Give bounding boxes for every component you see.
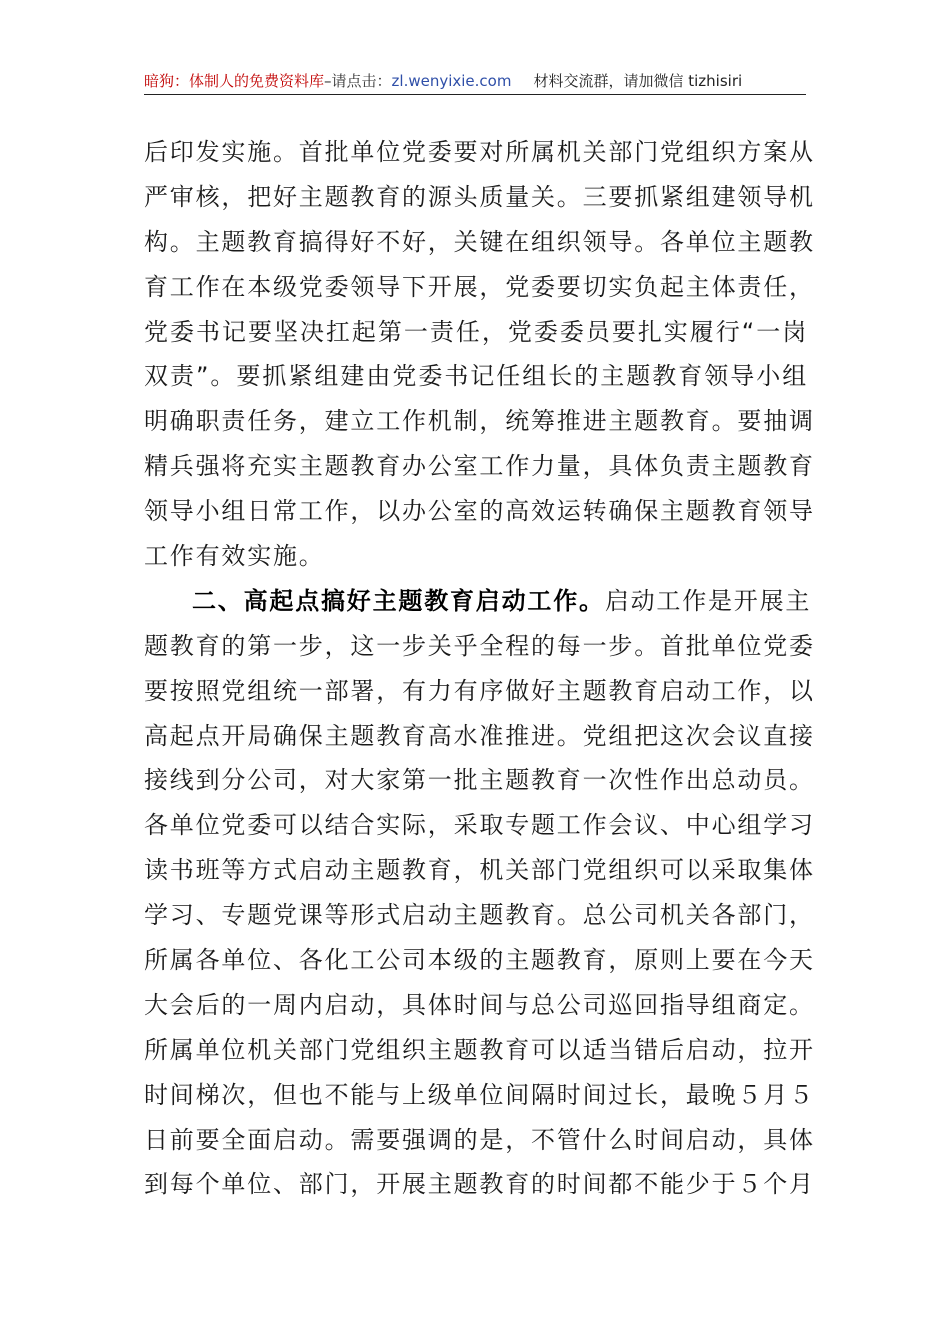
- document-body: [144, 130, 815, 1207]
- text-line: 要按照党组统一部署，有力有序做好主题教育启动工作，以: [144, 676, 815, 705]
- text-line: 领导小组日常工作，以办公室的高效运转确保主题教育领导: [144, 497, 815, 526]
- header-site-name[interactable]: 暗狗：体制人的免费资料库: [144, 72, 325, 90]
- header-prompt: –请点击：: [324, 72, 392, 90]
- text-line: 精兵强将充实主题教育办公室工作力量，具体负责主题教育: [144, 452, 815, 481]
- text-line: 严审核，把好主题教育的源头质量关。三要抓紧组建领导机: [144, 182, 815, 211]
- text-line: 党委书记要坚决扛起第一责任，党委委员要扎实履行“一岗: [144, 317, 808, 346]
- section-2-first-line-rest: 启动工作是开展主: [604, 586, 812, 615]
- text-line: 各单位党委可以结合实际，采取专题工作会议、中心组学习: [144, 811, 815, 840]
- text-line: 接线到分公司，对大家第一批主题教育一次性作出总动员。: [144, 766, 815, 795]
- text-line: 题教育的第一步，这一步关乎全程的每一步。首批单位党委: [144, 631, 815, 660]
- page-header: [144, 68, 806, 95]
- text-line: 所属单位机关部门党组织主题教育可以适当错后启动，拉开: [144, 1035, 815, 1064]
- text-line: 日前要全面启动。需要强调的是，不管什么时间启动，具体: [144, 1125, 815, 1154]
- text-line: 后印发实施。首批单位党委要对所属机关部门党组织方案从: [144, 138, 815, 166]
- text-line: 大会后的一周内启动，具体时间与总公司巡回指导组商定。: [144, 990, 815, 1019]
- text-line: 高起点开局确保主题教育高水准推进。党组把这次会议直接: [144, 721, 815, 750]
- header-link[interactable]: zl.wenyixie.com: [391, 72, 512, 90]
- text-line: 读书班等方式启动主题教育，机关部门党组织可以采取集体: [144, 856, 815, 885]
- header-group-note: 材料交流群，请加微信 tizhisiri: [533, 72, 743, 90]
- section-2-first-line: [144, 579, 812, 624]
- text-line: 构。主题教育搞得好不好，关键在组织领导。各单位主题教: [144, 227, 815, 256]
- section-2-heading: 二、高起点搞好主题教育启动工作。: [192, 586, 605, 615]
- text-line: 到每个单位、部门，开展主题教育的时间都不能少于５个月: [144, 1170, 815, 1199]
- text-line: 工作有效实施。: [144, 542, 325, 571]
- text-line: 学习、专题党课等形式启动主题教育。总公司机关各部门，: [144, 901, 815, 930]
- text-line: 育工作在本级党委领导下开展，党委要切实负起主体责任，: [144, 272, 815, 301]
- text-line: 双责”。要抓紧组建由党委书记任组长的主题教育领导小组: [144, 362, 808, 391]
- text-line: 时间梯次，但也不能与上级单位间隔时间过长，最晚５月５: [144, 1080, 815, 1109]
- text-line: 明确职责任务，建立工作机制，统筹推进主题教育。要抽调: [144, 407, 815, 436]
- text-line: 所属各单位、各化工公司本级的主题教育，原则上要在今天: [144, 946, 815, 975]
